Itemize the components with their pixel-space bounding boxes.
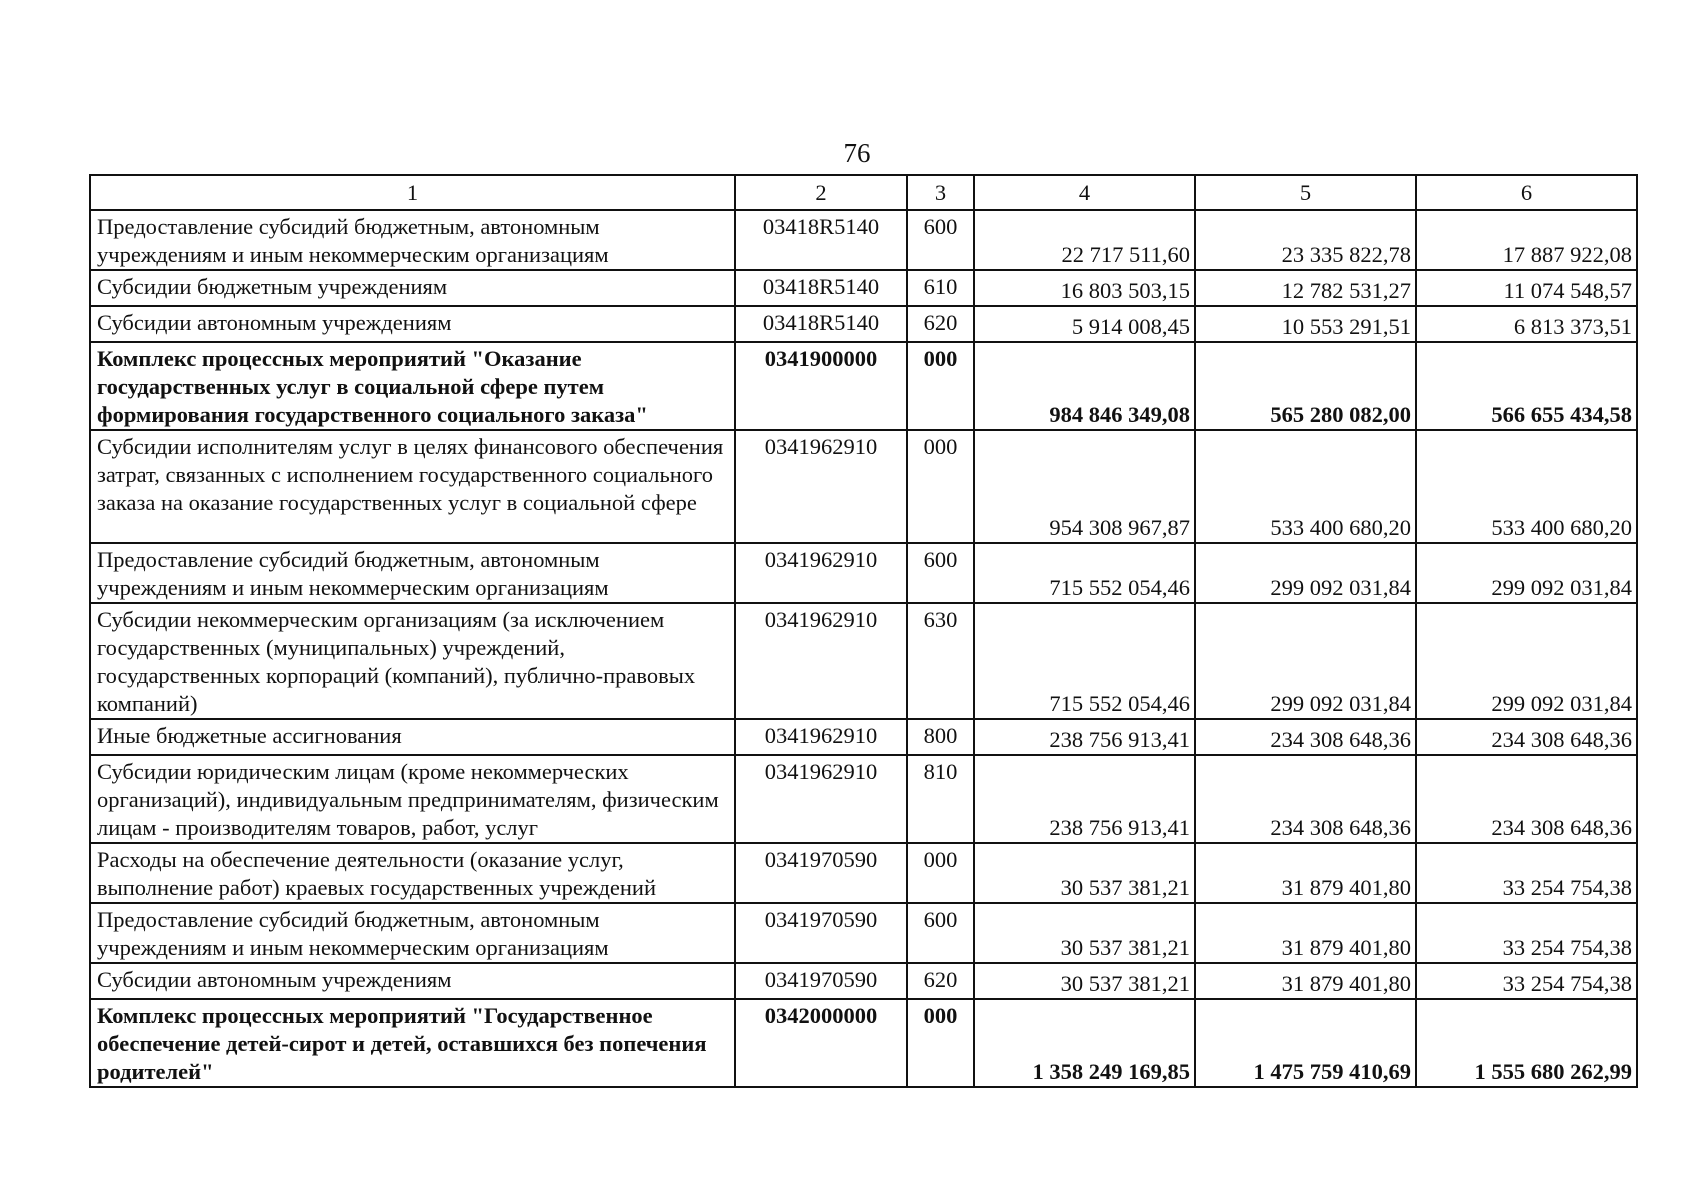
table-row [90, 342, 1637, 430]
row-value-6: 234 308 648,36 [1416, 755, 1637, 843]
table-row [90, 719, 1637, 755]
row-value-6: 299 092 031,84 [1416, 603, 1637, 719]
row-value-5: 234 308 648,36 [1195, 719, 1416, 755]
row-expense-type: 000 [907, 430, 974, 543]
row-value-4: 16 803 503,15 [974, 270, 1195, 306]
column-header-2: 2 [735, 175, 907, 210]
row-name: Расходы на обеспечение деятельности (оказание услуг, выполнение работ) краевых государственных учреждений [90, 843, 735, 903]
row-name: Субсидии бюджетным учреждениям [90, 270, 735, 306]
row-name: Предоставление субсидий бюджетным, автономным учреждениям и иным некоммерческим организациям [90, 543, 735, 603]
column-header-4: 4 [974, 175, 1195, 210]
row-value-6: 33 254 754,38 [1416, 963, 1637, 999]
row-value-5: 1 475 759 410,69 [1195, 999, 1416, 1087]
row-name: Предоставление субсидий бюджетным, автономным учреждениям и иным некоммерческим организациям [90, 210, 735, 270]
row-code: 0341962910 [735, 543, 907, 603]
row-value-6: 1 555 680 262,99 [1416, 999, 1637, 1087]
row-value-5: 31 879 401,80 [1195, 963, 1416, 999]
table-row [90, 999, 1637, 1087]
row-value-4: 30 537 381,21 [974, 963, 1195, 999]
row-code: 0341900000 [735, 342, 907, 430]
row-value-5: 299 092 031,84 [1195, 603, 1416, 719]
row-value-4: 984 846 349,08 [974, 342, 1195, 430]
table-row [90, 755, 1637, 843]
row-value-5: 10 553 291,51 [1195, 306, 1416, 342]
table-row [90, 603, 1637, 719]
row-value-6: 11 074 548,57 [1416, 270, 1637, 306]
row-value-5: 31 879 401,80 [1195, 903, 1416, 963]
row-expense-type: 600 [907, 903, 974, 963]
row-value-4: 30 537 381,21 [974, 903, 1195, 963]
row-value-5: 299 092 031,84 [1195, 543, 1416, 603]
page-number: 76 [843, 138, 871, 168]
row-name: Субсидии автономным учреждениям [90, 963, 735, 999]
row-value-6: 33 254 754,38 [1416, 843, 1637, 903]
row-code: 03418R5140 [735, 306, 907, 342]
table-row [90, 543, 1637, 603]
row-code: 0341962910 [735, 755, 907, 843]
row-value-5: 12 782 531,27 [1195, 270, 1416, 306]
row-value-4: 715 552 054,46 [974, 543, 1195, 603]
column-header-5: 5 [1195, 175, 1416, 210]
header-row [90, 175, 1637, 210]
row-value-6: 33 254 754,38 [1416, 903, 1637, 963]
column-header-1: 1 [90, 175, 735, 210]
row-expense-type: 000 [907, 843, 974, 903]
row-name: Предоставление субсидий бюджетным, автономным учреждениям и иным некоммерческим организациям [90, 903, 735, 963]
row-name: Комплекс процессных мероприятий "Государственное обеспечение детей-сирот и детей, оставшихся без попечения родителей" [90, 999, 735, 1087]
row-value-6: 6 813 373,51 [1416, 306, 1637, 342]
row-value-6: 566 655 434,58 [1416, 342, 1637, 430]
row-code: 0341970590 [735, 963, 907, 999]
row-expense-type: 000 [907, 999, 974, 1087]
row-value-4: 5 914 008,45 [974, 306, 1195, 342]
row-code: 0341962910 [735, 430, 907, 543]
row-code: 0341962910 [735, 603, 907, 719]
row-code: 03418R5140 [735, 210, 907, 270]
row-value-5: 533 400 680,20 [1195, 430, 1416, 543]
row-code: 0341962910 [735, 719, 907, 755]
row-code: 0342000000 [735, 999, 907, 1087]
row-value-4: 238 756 913,41 [974, 755, 1195, 843]
table-row [90, 210, 1637, 270]
row-value-6: 299 092 031,84 [1416, 543, 1637, 603]
table-row [90, 430, 1637, 543]
row-value-5: 234 308 648,36 [1195, 755, 1416, 843]
row-name: Субсидии юридическим лицам (кроме некоммерческих организаций), индивидуальным предпринимателям, физическим лицам - производителям товаров, работ, услуг [90, 755, 735, 843]
row-code: 03418R5140 [735, 270, 907, 306]
table-row [90, 270, 1637, 306]
row-value-5: 565 280 082,00 [1195, 342, 1416, 430]
column-header-3: 3 [907, 175, 974, 210]
budget-table [89, 174, 1638, 1088]
row-expense-type: 600 [907, 543, 974, 603]
table-row [90, 903, 1637, 963]
row-expense-type: 600 [907, 210, 974, 270]
row-expense-type: 000 [907, 342, 974, 430]
row-name: Иные бюджетные ассигнования [90, 719, 735, 755]
row-name: Субсидии автономным учреждениям [90, 306, 735, 342]
column-header-6: 6 [1416, 175, 1637, 210]
row-value-6: 533 400 680,20 [1416, 430, 1637, 543]
row-expense-type: 800 [907, 719, 974, 755]
row-name: Субсидии исполнителям услуг в целях финансового обеспечения затрат, связанных с исполнением государственного социального заказа на оказание государственных услуг в социальной сфере [90, 430, 735, 543]
row-code: 0341970590 [735, 903, 907, 963]
row-value-4: 238 756 913,41 [974, 719, 1195, 755]
row-expense-type: 610 [907, 270, 974, 306]
row-expense-type: 630 [907, 603, 974, 719]
table-row [90, 843, 1637, 903]
row-value-5: 31 879 401,80 [1195, 843, 1416, 903]
table-row [90, 963, 1637, 999]
row-value-4: 954 308 967,87 [974, 430, 1195, 543]
row-code: 0341970590 [735, 843, 907, 903]
row-value-5: 23 335 822,78 [1195, 210, 1416, 270]
row-value-6: 234 308 648,36 [1416, 719, 1637, 755]
row-expense-type: 620 [907, 963, 974, 999]
row-value-4: 30 537 381,21 [974, 843, 1195, 903]
row-expense-type: 810 [907, 755, 974, 843]
row-value-4: 1 358 249 169,85 [974, 999, 1195, 1087]
row-value-6: 17 887 922,08 [1416, 210, 1637, 270]
row-expense-type: 620 [907, 306, 974, 342]
row-name: Комплекс процессных мероприятий "Оказание государственных услуг в социальной сфере путем формирования государственного социального заказа" [90, 342, 735, 430]
table-row [90, 306, 1637, 342]
row-value-4: 22 717 511,60 [974, 210, 1195, 270]
row-name: Субсидии некоммерческим организациям (за исключением государственных (муниципальных) учреждений, государственных корпораций (компаний), публично-правовых компаний) [90, 603, 735, 719]
row-value-4: 715 552 054,46 [974, 603, 1195, 719]
